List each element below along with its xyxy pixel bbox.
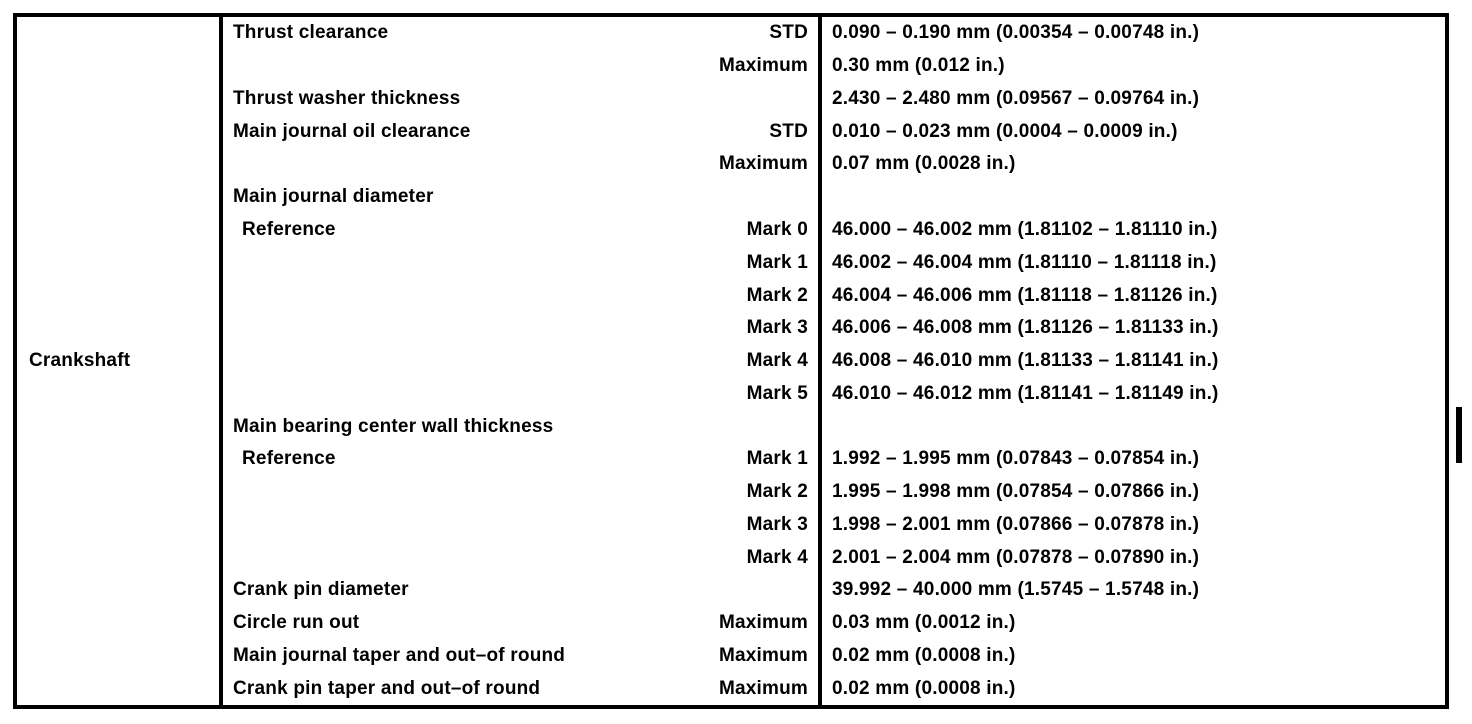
component-label: Crankshaft bbox=[29, 350, 131, 371]
crankshaft-spec-table bbox=[13, 13, 1449, 709]
value-cell bbox=[818, 181, 1445, 214]
value-cell bbox=[818, 246, 1445, 279]
spec-rows bbox=[223, 17, 1445, 705]
value-cell bbox=[818, 148, 1445, 181]
value-label: 0.07 mm (0.0028 in.) bbox=[832, 153, 1016, 175]
item-cell bbox=[223, 181, 818, 214]
item-cell bbox=[223, 443, 818, 476]
value-cell bbox=[818, 345, 1445, 378]
table-row bbox=[223, 443, 1445, 476]
item-cell bbox=[223, 377, 818, 410]
value-cell bbox=[818, 50, 1445, 83]
table-row bbox=[223, 83, 1445, 116]
qualifier-label: Mark 4 bbox=[746, 546, 808, 568]
value-cell bbox=[818, 377, 1445, 410]
table-row bbox=[223, 377, 1445, 410]
value-cell bbox=[818, 476, 1445, 509]
value-cell bbox=[818, 607, 1445, 640]
table-row bbox=[223, 541, 1445, 574]
value-label: 0.090 – 0.190 mm (0.00354 – 0.00748 in.) bbox=[832, 22, 1200, 44]
table-row bbox=[223, 640, 1445, 673]
item-cell bbox=[223, 574, 818, 607]
revision-change-bar-icon bbox=[1456, 407, 1462, 463]
value-cell bbox=[818, 410, 1445, 443]
item-label: Reference bbox=[242, 218, 336, 240]
value-cell bbox=[818, 83, 1445, 116]
value-label: 46.004 – 46.006 mm (1.81118 – 1.81126 in.) bbox=[832, 284, 1218, 306]
value-label: 0.03 mm (0.0012 in.) bbox=[832, 612, 1016, 634]
value-cell bbox=[818, 17, 1445, 50]
qualifier-label: Maximum bbox=[718, 644, 808, 666]
table-row bbox=[223, 312, 1445, 345]
table-row bbox=[223, 17, 1445, 50]
item-label: Main journal oil clearance bbox=[233, 120, 471, 142]
item-cell bbox=[223, 345, 818, 378]
qualifier-label: Mark 1 bbox=[746, 448, 808, 470]
qualifier-label: Mark 5 bbox=[746, 382, 808, 404]
table-row bbox=[223, 279, 1445, 312]
item-cell bbox=[223, 83, 818, 116]
value-cell bbox=[818, 443, 1445, 476]
value-label: 1.998 – 2.001 mm (0.07866 – 0.07878 in.) bbox=[832, 513, 1200, 535]
table-row bbox=[223, 410, 1445, 443]
table-row bbox=[223, 345, 1445, 378]
value-label: 46.010 – 46.012 mm (1.81141 – 1.81149 in.) bbox=[832, 382, 1219, 404]
value-cell bbox=[818, 312, 1445, 345]
item-label: Thrust clearance bbox=[233, 22, 389, 44]
item-cell bbox=[223, 672, 818, 705]
item-cell bbox=[223, 410, 818, 443]
value-label: 2.430 – 2.480 mm (0.09567 – 0.09764 in.) bbox=[832, 87, 1200, 109]
item-label: Main journal taper and out–of round bbox=[233, 644, 566, 666]
table-row bbox=[223, 607, 1445, 640]
item-cell bbox=[223, 115, 818, 148]
value-label: 0.02 mm (0.0008 in.) bbox=[832, 644, 1016, 666]
qualifier-label: Mark 4 bbox=[746, 350, 808, 372]
item-cell bbox=[223, 607, 818, 640]
qualifier-label: Maximum bbox=[718, 153, 808, 175]
item-cell bbox=[223, 17, 818, 50]
table-row bbox=[223, 672, 1445, 705]
qualifier-label: STD bbox=[769, 120, 808, 142]
item-cell bbox=[223, 214, 818, 247]
item-label: Circle run out bbox=[233, 612, 360, 634]
value-label: 46.002 – 46.004 mm (1.81110 – 1.81118 in.) bbox=[832, 251, 1217, 273]
item-label: Crank pin taper and out–of round bbox=[233, 677, 541, 699]
table-row bbox=[223, 115, 1445, 148]
value-label: 2.001 – 2.004 mm (0.07878 – 0.07890 in.) bbox=[832, 546, 1200, 568]
value-label: 0.010 – 0.023 mm (0.0004 – 0.0009 in.) bbox=[832, 120, 1178, 142]
qualifier-label: STD bbox=[769, 22, 808, 44]
value-label: 1.992 – 1.995 mm (0.07843 – 0.07854 in.) bbox=[832, 448, 1200, 470]
value-label: 0.02 mm (0.0008 in.) bbox=[832, 677, 1016, 699]
item-cell bbox=[223, 279, 818, 312]
qualifier-label: Mark 2 bbox=[746, 284, 808, 306]
item-cell bbox=[223, 541, 818, 574]
value-cell bbox=[818, 115, 1445, 148]
item-cell bbox=[223, 508, 818, 541]
item-cell bbox=[223, 640, 818, 673]
qualifier-label: Mark 3 bbox=[746, 513, 808, 535]
value-label: 46.008 – 46.010 mm (1.81133 – 1.81141 in.) bbox=[832, 350, 1219, 372]
value-cell bbox=[818, 508, 1445, 541]
value-label: 39.992 – 40.000 mm (1.5745 – 1.5748 in.) bbox=[832, 579, 1200, 601]
table-row bbox=[223, 214, 1445, 247]
qualifier-label: Mark 0 bbox=[746, 218, 808, 240]
qualifier-label: Mark 2 bbox=[746, 481, 808, 503]
table-row bbox=[223, 50, 1445, 83]
table-row bbox=[223, 181, 1445, 214]
item-cell bbox=[223, 312, 818, 345]
component-label-cell bbox=[17, 17, 223, 705]
item-cell bbox=[223, 476, 818, 509]
item-cell bbox=[223, 148, 818, 181]
item-label: Reference bbox=[242, 448, 336, 470]
value-label: 46.006 – 46.008 mm (1.81126 – 1.81133 in.) bbox=[832, 317, 1219, 339]
item-cell bbox=[223, 50, 818, 83]
item-cell bbox=[223, 246, 818, 279]
item-label: Main bearing center wall thickness bbox=[233, 415, 554, 437]
value-label: 1.995 – 1.998 mm (0.07854 – 0.07866 in.) bbox=[832, 481, 1200, 503]
value-cell bbox=[818, 640, 1445, 673]
table-row bbox=[223, 246, 1445, 279]
value-cell bbox=[818, 541, 1445, 574]
qualifier-label: Mark 1 bbox=[746, 251, 808, 273]
table-row bbox=[223, 508, 1445, 541]
value-cell bbox=[818, 574, 1445, 607]
value-cell bbox=[818, 672, 1445, 705]
item-label: Thrust washer thickness bbox=[233, 87, 461, 109]
qualifier-label: Maximum bbox=[718, 677, 808, 699]
qualifier-label: Mark 3 bbox=[746, 317, 808, 339]
table-row bbox=[223, 574, 1445, 607]
table-row bbox=[223, 476, 1445, 509]
qualifier-label: Maximum bbox=[718, 612, 808, 634]
value-cell bbox=[818, 279, 1445, 312]
item-label: Crank pin diameter bbox=[233, 579, 409, 601]
table-row bbox=[223, 148, 1445, 181]
item-label: Main journal diameter bbox=[233, 186, 434, 208]
value-label: 46.000 – 46.002 mm (1.81102 – 1.81110 in.) bbox=[832, 218, 1218, 240]
qualifier-label: Maximum bbox=[718, 55, 808, 77]
value-label: 0.30 mm (0.012 in.) bbox=[832, 55, 1005, 77]
value-cell bbox=[818, 214, 1445, 247]
